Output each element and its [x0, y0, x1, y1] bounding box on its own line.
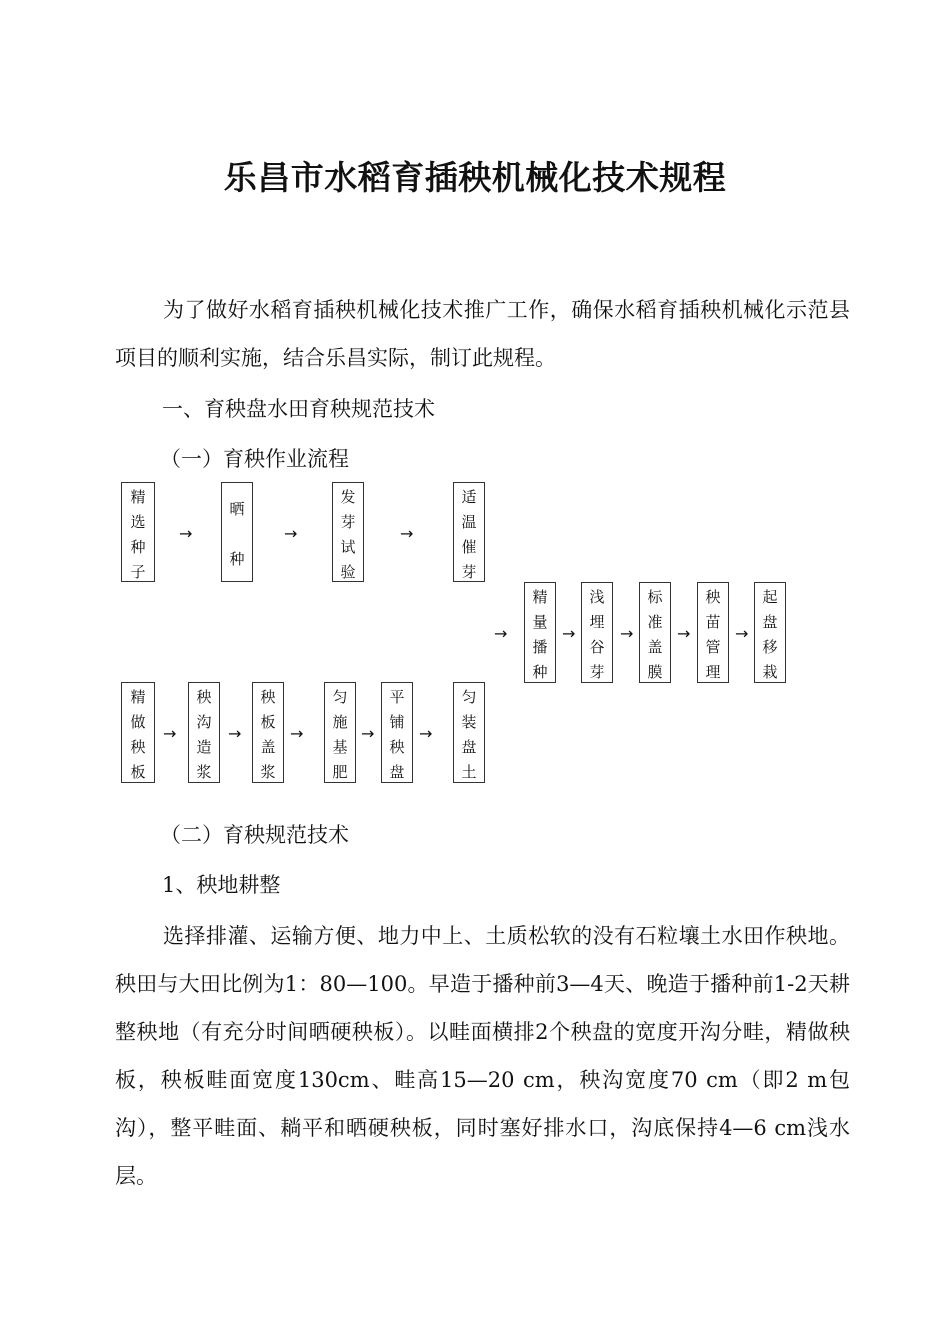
flow-step-label: 平 铺 秧 盘	[389, 688, 405, 781]
flow-arrow: →	[562, 624, 576, 643]
flow-step-label: 晒 种	[229, 500, 245, 568]
flow-arrow: →	[677, 624, 691, 643]
intro-paragraph: 为了做好水稻育插秧机械化技术推广工作，确保水稻育插秧机械化示范县项目的顺利实施，结合乐昌实际，制订此规程。	[115, 298, 850, 370]
flow-step-label: 匀 装 盘 土	[461, 688, 477, 781]
flow-step	[697, 582, 729, 683]
flow-step	[581, 582, 613, 683]
flow-arrow: →	[361, 724, 375, 743]
subsection-heading-2: （二）育秧规范技术	[160, 823, 349, 847]
flow-step	[252, 682, 284, 783]
page-title: 乐昌市水稻育插秧机械化技术规程	[223, 158, 727, 197]
flow-step	[221, 482, 253, 582]
flow-step	[121, 682, 155, 783]
flow-step-label: 秧 苗 管 理	[705, 588, 721, 681]
flow-step	[188, 682, 220, 783]
flow-step	[381, 682, 413, 783]
flow-step-label: 适 温 催 芽	[461, 488, 477, 581]
flow-step-label: 起 盘 移 栽	[762, 588, 778, 681]
flow-step	[453, 482, 485, 582]
flow-step-label: 秧 沟 造 浆	[196, 688, 212, 781]
flow-step-label: 精 做 秧 板	[130, 688, 146, 781]
flow-arrow: →	[735, 624, 749, 643]
flow-arrow: →	[290, 724, 304, 743]
flow-step-label: 匀 施 基 肥	[332, 688, 348, 781]
flow-arrow: →	[163, 724, 177, 743]
subsection-heading-1: （一）育秧作业流程	[160, 447, 349, 471]
flow-step-label: 标 准 盖 膜	[647, 588, 663, 681]
flow-step	[332, 482, 364, 582]
flow-arrow: →	[228, 724, 242, 743]
flow-step-label: 精 选 种 子	[130, 488, 146, 581]
flow-arrow: →	[494, 624, 508, 643]
section-heading-1: 一、育秧盘水田育秧规范技术	[162, 397, 435, 421]
flow-step	[754, 582, 786, 683]
flow-arrow: →	[400, 524, 414, 543]
flow-step-label: 精 量 播 种	[532, 588, 548, 681]
flow-arrow: →	[419, 724, 433, 743]
body-paragraph: 选择排灌、运输方便、地力中上、土质松软的没有石粒壤土水田作秧地。秧田与大田比例为1：80—100。早造于播种前3—4天、晚造于播种前1-2天耕整秧地（有充分时间晒硬秧板）。以畦面横排2个秧盘的宽度开沟分畦，精做秧板，秧板畦面宽度130cm、畦高15—20 cm，秧沟宽度70 cm（即2 m包沟），整平畦面、耥平和晒硬秧板，同时塞好排水口，沟底保持4—6 cm浅水层。	[115, 924, 850, 1188]
flow-step-label: 发 芽 试 验	[340, 488, 356, 581]
flow-step	[121, 482, 155, 582]
flow-arrow: →	[284, 524, 298, 543]
flow-step	[453, 682, 485, 783]
flow-arrow: →	[620, 624, 634, 643]
flow-step-label: 秧 板 盖 浆	[260, 688, 276, 781]
flow-step	[524, 582, 556, 683]
flow-step	[639, 582, 671, 683]
item-heading-1: 1、秧地耕整	[162, 873, 281, 897]
flow-step	[324, 682, 356, 783]
flow-step-label: 浅 埋 谷 芽	[589, 588, 605, 681]
flow-arrow: →	[179, 524, 193, 543]
